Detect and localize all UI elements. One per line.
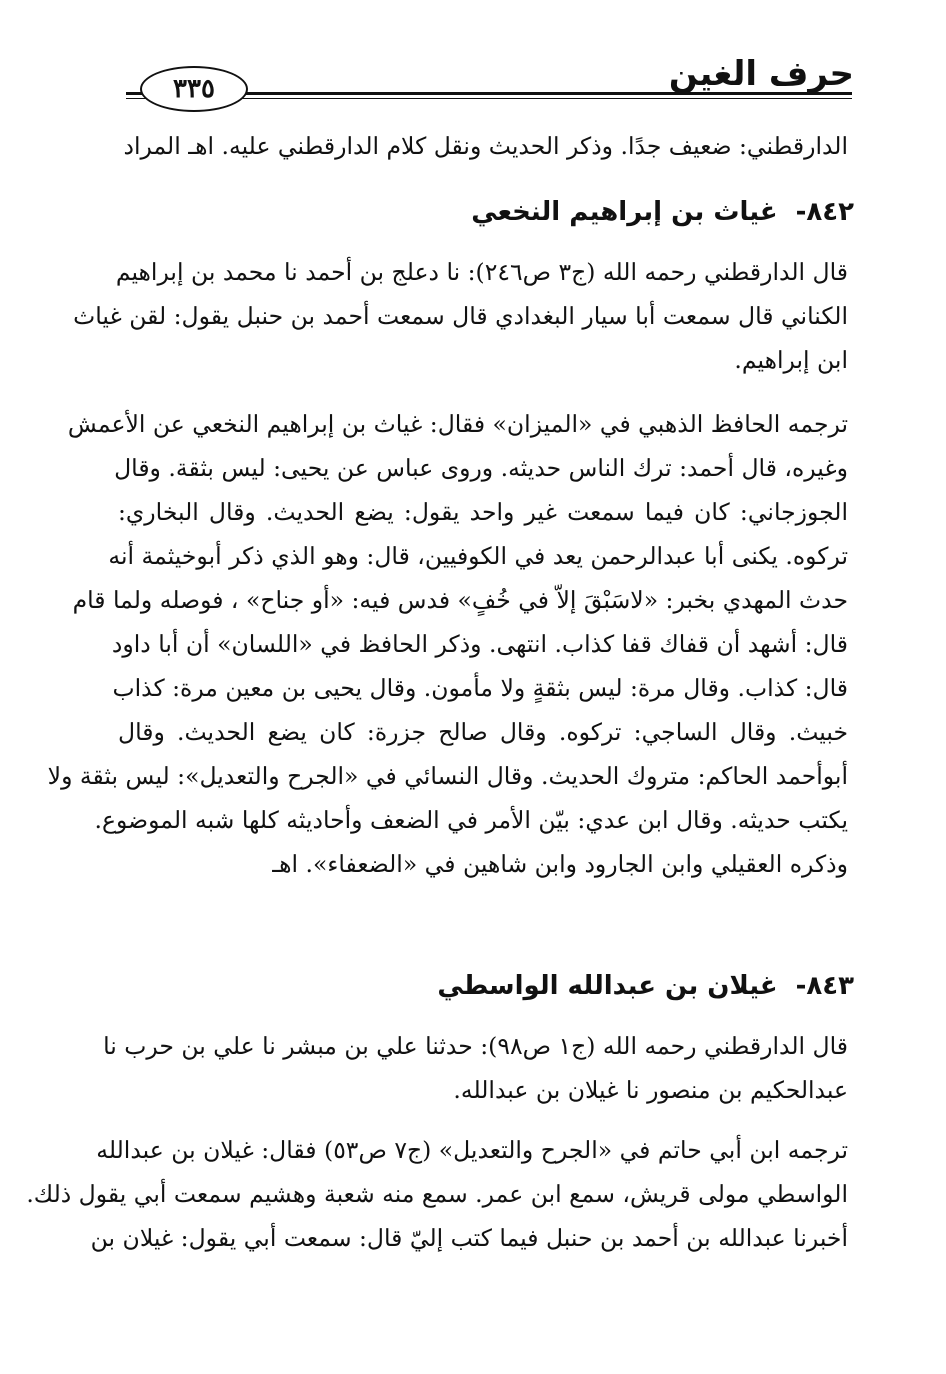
entry-paragraph <box>47 402 848 886</box>
text-line: الدارقطني: ضعيف جدًا. وذكر الحديث ونقل كلام الدارقطني عليه. اهـ المراد <box>123 132 848 160</box>
text-line: الجوزجاني: كان فيما سمعت غير واحد يقول: يضع الحديث. وقال البخاري: <box>118 498 848 526</box>
text-line: يكتب حديثه. وقال ابن عدي: بيّن الأمر في الضعف وأحاديثه كلها شبه الموضوع. <box>94 806 848 834</box>
text-line: وذكره العقيلي وابن الجارود وابن شاهين في «الضعفاء». اهـ <box>272 850 848 878</box>
text-line: حدث المهدي بخبر: «لاسَبْقَ إلاّ في خُفٍ» فدس فيه: «أو جناح» ، فوصله ولما قام <box>72 586 848 614</box>
text-line: ترجمه الحافظ الذهبي في «الميزان» فقال: غياث بن إبراهيم النخعي عن الأعمش <box>67 410 848 438</box>
text-line: خبيث. وقال الساجي: تركوه. وقال صالح جزرة: كان يضع الحديث. وقال <box>118 718 848 746</box>
text-line: الكناني قال سمعت أبا سيار البغدادي قال سمعت أحمد بن حنبل يقول: لقن غياث <box>73 302 848 330</box>
text-line: أخبرنا عبدالله بن أحمد بن حنبل فيما كتب إليّ قال: سمعت أبي يقول: غيلان بن <box>90 1224 848 1252</box>
entry-heading <box>437 966 854 1006</box>
text-line: ابن إبراهيم. <box>734 346 848 374</box>
text-line: تركوه. يكنى أبا عبدالرحمن يعد في الكوفيين، قال: وهو الذي ذكر أبوخيثمة أنه <box>108 542 848 570</box>
entry-number: ٨٤٣- <box>795 971 854 1001</box>
text-line: عبدالحكيم بن منصور نا غيلان بن عبدالله. <box>453 1076 848 1104</box>
text-line: وغيره، قال أحمد: ترك الناس حديثه. وروى عباس عن يحيى: ليس بثقة. وقال <box>114 454 848 482</box>
text-line: ترجمه ابن أبي حاتم في «الجرح والتعديل» (ج٧ ص٥٣) فقال: غيلان بن عبدالله <box>96 1136 848 1164</box>
page-number: ٣٣٥ <box>140 66 248 112</box>
entry-paragraph <box>26 1128 848 1260</box>
text-line: قال: كذاب. وقال مرة: ليس بثقةٍ ولا مأمون. وقال يحيى بن معين مرة: كذاب <box>112 674 848 702</box>
entry-heading <box>471 192 854 232</box>
entry-title: غياث بن إبراهيم النخعي <box>471 197 778 227</box>
entry-paragraph <box>73 250 848 382</box>
entry-title: غيلان بن عبدالله الواسطي <box>437 971 778 1001</box>
text-line: قال: أشهد أن قفاك قفا كذاب. انتهى. وذكر الحافظ في «اللسان» أن أبا داود <box>111 630 848 658</box>
intro-paragraph <box>118 124 848 168</box>
entry-number: ٨٤٢- <box>795 197 854 227</box>
text-line: قال الدارقطني رحمه الله (ج٣ ص٢٤٦): نا دعلج بن أحمد نا محمد بن إبراهيم <box>115 258 848 286</box>
text-line: الواسطي مولى قريش، سمع ابن عمر. سمع منه شعبة وهشيم سمعت أبي يقول ذلك. <box>26 1180 848 1208</box>
text-line: أبوأحمد الحاكم: متروك الحديث. وقال النسائي في «الجرح والتعديل»: ليس بثقة ولا <box>47 762 848 790</box>
text-line: قال الدارقطني رحمه الله (ج١ ص٩٨): حدثنا علي بن مبشر نا علي بن حرب نا <box>103 1032 848 1060</box>
entry-paragraph <box>103 1024 848 1112</box>
chapter-title: حرف الغين <box>668 54 854 94</box>
